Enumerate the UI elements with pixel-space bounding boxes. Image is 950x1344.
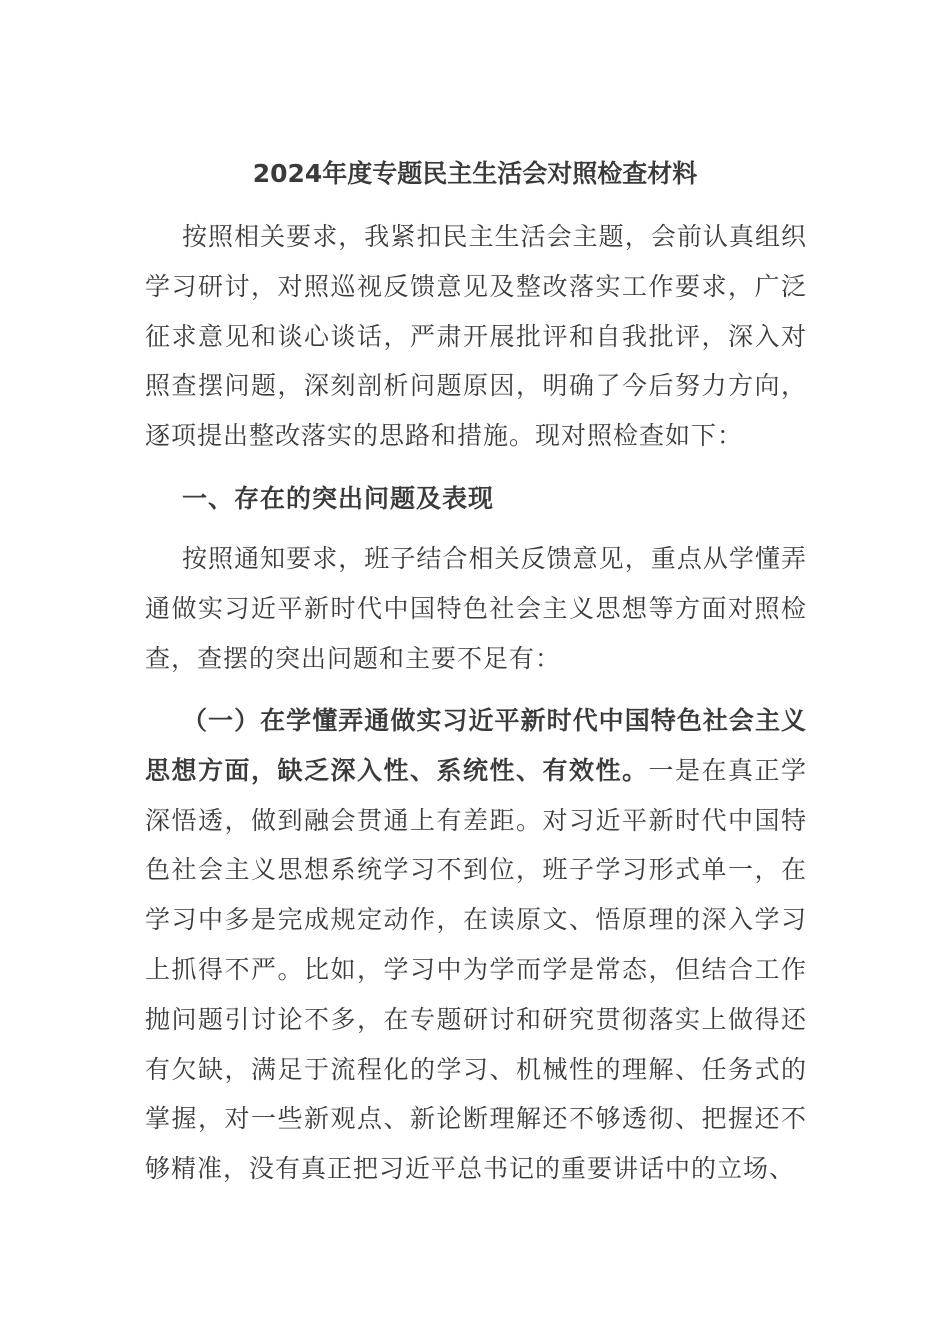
item-paragraph [145,696,807,1194]
section-heading: 一、存在的突出问题及表现 [182,484,495,513]
item-body: 一是在真正学深悟透，做到融会贯通上有差距。对习近平新时代中国特色社会主义思想系统学习不到位，班子学习形式单一，在学习中多是完成规定动作，在读原文、悟原理的深入学习上抓得不严。比如，学习中为学而学是常态，但结合工作抛问题引讨论不多，在专题研讨和研究贯彻落实上做得还有欠缺，满足于流程化的学习、机械性的理解、任务式的掌握，对一些新观点、新论断理解还不够透彻、把握还不够精准，没有真正把习近平总书记的重要讲话中的立场、 [145,755,807,1184]
item-heading: （一）在学懂弄通做实习近平新时代中国特色社会主义思想方面，缺乏深入性、系统性、有效性。 [145,706,807,785]
intro-paragraph: 按照相关要求，我紧扣民主生活会主题，会前认真组织学习研讨，对照巡视反馈意见及整改落实工作要求，广泛征求意见和谈心谈话，严肃开展批评和自我批评，深入对照查摆问题，深刻剖析问题原因，明确了今后努力方向，逐项提出整改落实的思路和措施。现对照检查如下： [145,222,807,451]
document-title: 2024年度专题民主生活会对照检查材料 [252,159,698,188]
section-intro-paragraph: 按照通知要求，班子结合相关反馈意见，重点从学懂弄通做实习近平新时代中国特色社会主义思想等方面对照检查，查摆的突出问题和主要不足有： [145,544,807,673]
